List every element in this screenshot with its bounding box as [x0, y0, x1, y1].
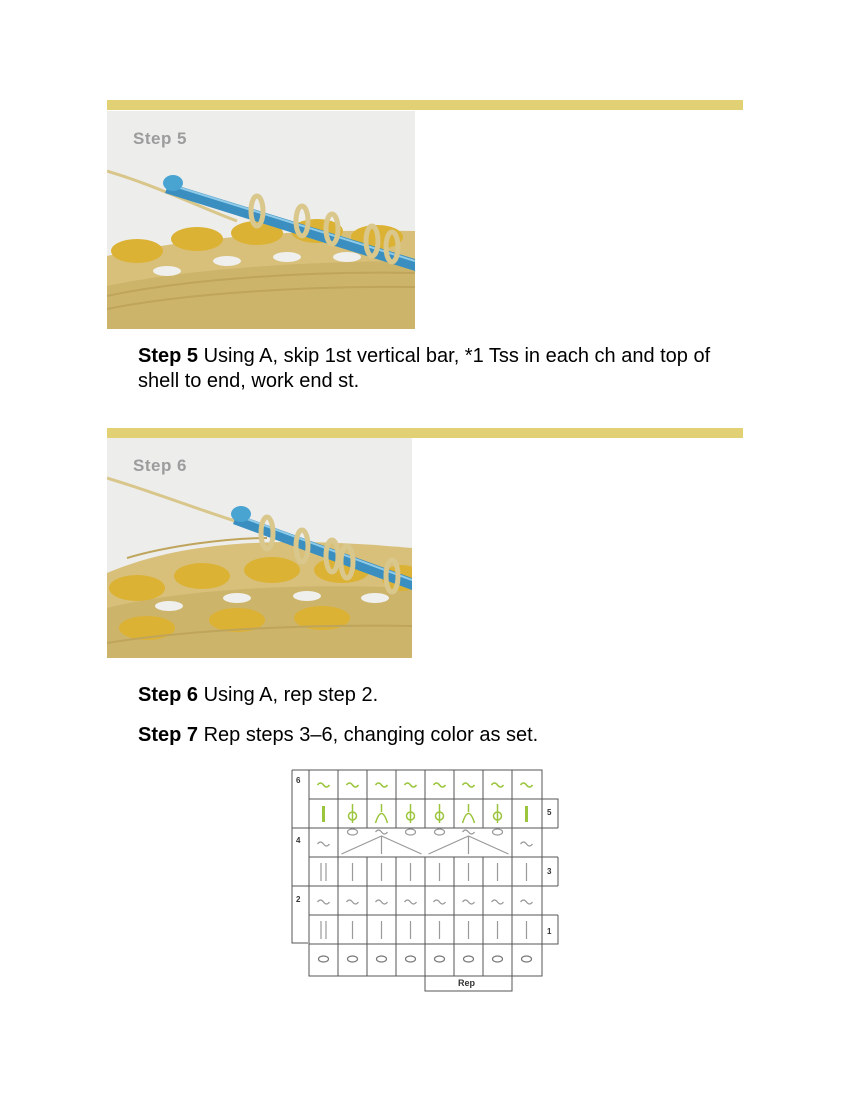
- row-number-4: 4: [296, 836, 301, 845]
- row-number-3: 3: [547, 867, 552, 876]
- chain-stitch-symbol: [318, 783, 330, 787]
- chain-stitch-symbol: [405, 900, 417, 904]
- chain-stitch-symbol: [521, 783, 533, 787]
- chain-stitch-symbol: [463, 783, 475, 787]
- chain-stitch-symbol: [463, 830, 475, 834]
- photo-step-label: Step 5: [133, 129, 188, 148]
- step-heading: Step 7: [138, 724, 199, 746]
- section-divider: [107, 428, 743, 438]
- chain-stitch-symbol: [318, 842, 330, 846]
- chart-row-1-symbols: [321, 921, 527, 939]
- section-divider: [107, 100, 743, 110]
- foundation-chain-symbol: [522, 956, 532, 962]
- row-number-2: 2: [296, 895, 301, 904]
- chain-symbol: [348, 829, 358, 835]
- chart-row-3-symbols: [321, 863, 527, 881]
- chain-stitch-symbol: [318, 900, 330, 904]
- chain-stitch-symbol: [463, 900, 475, 904]
- chain-symbol: [435, 829, 445, 835]
- foundation-chain-symbol: [493, 956, 503, 962]
- chain-stitch-symbol: [521, 842, 533, 846]
- foundation-chain-symbol: [348, 956, 358, 962]
- row-number-5: 5: [547, 808, 552, 817]
- row-number-1: 1: [547, 927, 552, 936]
- foundation-chain-symbol: [377, 956, 387, 962]
- chain-stitch-symbol: [376, 783, 388, 787]
- step-heading: Step 6: [138, 684, 199, 706]
- step-5-photo: [107, 111, 415, 329]
- chain-stitch-symbol: [434, 900, 446, 904]
- stitch-chart: [290, 768, 562, 994]
- step-text: Using A, rep step 2.: [198, 684, 379, 706]
- shell-symbol: [429, 836, 509, 854]
- photo-step-label: Step 6: [133, 456, 188, 475]
- step-6-instruction: [138, 683, 748, 708]
- chain-stitch-symbol: [492, 900, 504, 904]
- foundation-chain-symbol: [406, 956, 416, 962]
- rep-label: Rep: [458, 978, 476, 988]
- chain-symbol: [406, 829, 416, 835]
- step-5-instruction: [138, 344, 748, 394]
- shell-top-symbol: [463, 804, 475, 823]
- step-6-photo: [107, 438, 412, 658]
- chain-stitch-symbol: [405, 783, 417, 787]
- chain-stitch-symbol: [521, 900, 533, 904]
- row-number-6: 6: [296, 776, 301, 785]
- chain-stitch-symbol: [434, 783, 446, 787]
- shell-symbol: [342, 836, 422, 854]
- chain-stitch-symbol: [376, 900, 388, 904]
- foundation-chain-symbol: [435, 956, 445, 962]
- step-heading: Step 5: [138, 345, 199, 367]
- foundation-chain-symbol: [464, 956, 474, 962]
- chain-stitch-symbol: [347, 900, 359, 904]
- chain-symbol: [493, 829, 503, 835]
- chart-grid: [292, 770, 558, 991]
- chart-row-4-symbols: [318, 829, 533, 854]
- step-text: Using A, skip 1st vertical bar, *1 Tss in each ch and top of shell to end, work end st.: [138, 345, 711, 392]
- step-text: Rep steps 3–6, changing color as set.: [198, 724, 539, 746]
- chain-stitch-symbol: [347, 783, 359, 787]
- foundation-chain-symbol: [319, 956, 329, 962]
- step-7-instruction: [138, 723, 748, 748]
- chain-stitch-symbol: [492, 783, 504, 787]
- shell-top-symbol: [376, 804, 388, 823]
- chain-stitch-symbol: [376, 830, 388, 834]
